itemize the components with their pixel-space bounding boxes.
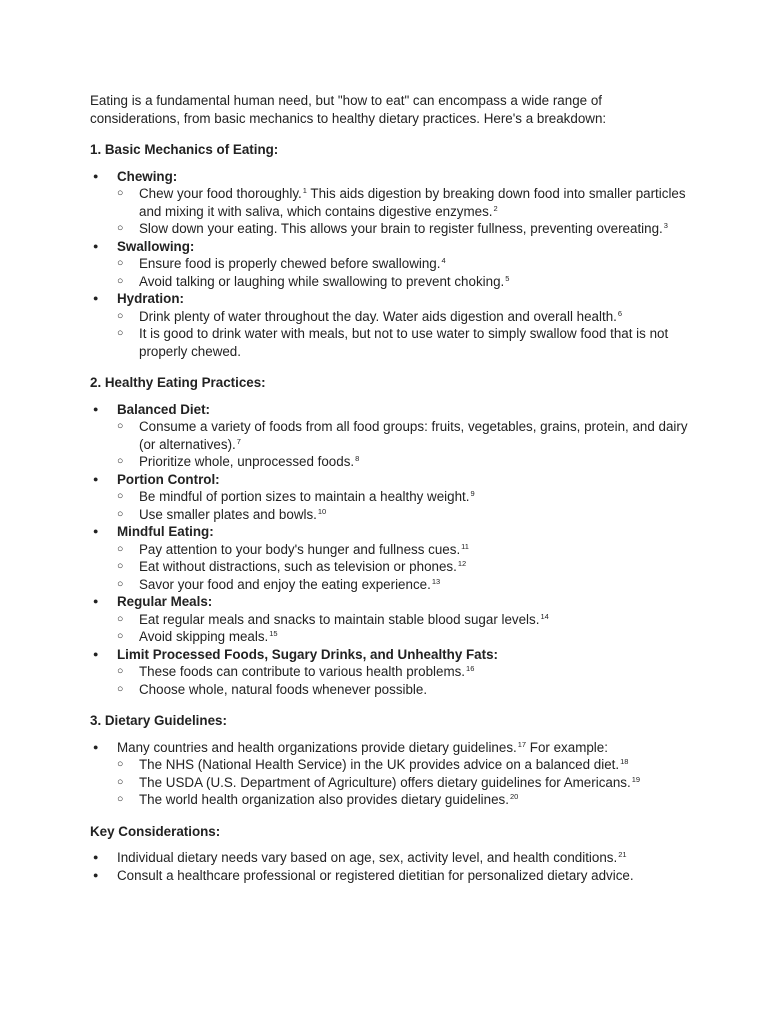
item-text: Eat regular meals and snacks to maintain stable blood sugar levels. (139, 611, 540, 627)
sub-bullet-item (117, 756, 690, 774)
bullet-item-title: Balanced Diet: (117, 401, 211, 417)
sub-bullet-item (117, 774, 690, 792)
section-heading: 2. Healthy Eating Practices: (90, 375, 266, 390)
item-text: Pay attention to your body's hunger and fullness cues. (139, 541, 461, 557)
intro-paragraph: Eating is a fundamental human need, but "how to eat" can encompass a wide range of considerations, from basic mechanics to healthy dietary practices. Here's a breakdown: (90, 93, 607, 126)
sub-bullet-item (117, 541, 690, 559)
sub-bullet-list (117, 611, 690, 646)
footnote-ref: 6 (617, 308, 623, 318)
bullet-item (90, 867, 690, 885)
footnote-ref: 19 (631, 774, 641, 784)
footnote-ref: 15 (269, 629, 278, 638)
footnote-ref: 18 (620, 757, 629, 766)
sub-bullet-list (117, 541, 690, 594)
item-text: Drink plenty of water throughout the day. Water aids digestion and overall health. (139, 308, 617, 324)
bullet-item-title: Limit Processed Foods, Sugary Drinks, and Unhealthy Fats: (117, 646, 498, 662)
sub-bullet-item (117, 506, 690, 524)
bullet-item-title: Hydration: (117, 291, 184, 306)
footnote-ref: 12 (457, 559, 467, 568)
footnote-ref: 3 (663, 221, 668, 230)
footnote-ref: 7 (236, 436, 241, 446)
item-text: Chew your food thoroughly. (139, 186, 302, 201)
bullet-item (90, 523, 690, 593)
sub-bullet-list (117, 185, 690, 238)
sub-bullet-item (117, 325, 690, 360)
sub-bullet-list (117, 488, 690, 523)
bullet-item (90, 593, 690, 646)
bullet-item (90, 401, 690, 471)
bullet-item-title: Chewing: (117, 168, 178, 184)
footnote-ref: 11 (461, 541, 469, 551)
item-text: This aids digestion by breaking down food into smaller particles and mixing it with saliva, which contains digestive enzymes. (139, 186, 686, 219)
item-text: Avoid skipping meals. (139, 629, 269, 644)
bullet-list (90, 849, 690, 884)
sub-bullet-item (117, 308, 690, 326)
document-page (90, 92, 690, 898)
document-sections (90, 141, 690, 884)
bullet-item-title: Regular Meals: (117, 594, 213, 609)
sub-bullet-list (117, 756, 690, 809)
sub-bullet-item (117, 185, 690, 220)
bullet-item (90, 168, 690, 238)
item-text: The NHS (National Health Service) in the UK provides advice on a balanced diet. (139, 757, 620, 772)
footnote-ref: 21 (618, 850, 627, 859)
item-text: Many countries and health organizations provide dietary guidelines. (117, 739, 517, 755)
sub-bullet-item (117, 220, 690, 238)
item-text: It is good to drink water with meals, but not to use water to simply swallow food that is not properly chewed. (139, 326, 669, 359)
item-text: Eat without distractions, such as television or phones. (139, 559, 457, 574)
sub-bullet-item (117, 488, 690, 506)
sub-bullet-item (117, 273, 690, 291)
footnote-ref: 14 (540, 611, 549, 621)
sub-bullet-item (117, 576, 690, 594)
footnote-ref: 20 (509, 792, 519, 801)
sub-bullet-item (117, 558, 690, 576)
item-text: For example: (526, 739, 608, 755)
bullet-item (90, 849, 690, 867)
sub-bullet-item (117, 681, 690, 699)
footnote-ref: 9 (470, 489, 475, 498)
sub-bullet-item (117, 663, 690, 681)
sub-bullet-item (117, 791, 690, 809)
sub-bullet-list (117, 663, 690, 698)
bullet-item (90, 238, 690, 291)
footnote-ref: 10 (317, 506, 327, 516)
section-heading: 3. Dietary Guidelines: (90, 713, 227, 728)
bullet-list (90, 401, 690, 699)
footnote-ref: 1 (302, 186, 307, 195)
footnote-ref: 17 (517, 739, 527, 749)
sub-bullet-item (117, 611, 690, 629)
bullet-list (90, 739, 690, 809)
item-text: Choose whole, natural foods whenever possible. (139, 681, 428, 697)
bullet-item (90, 739, 690, 809)
bullet-item-title: Swallowing: (117, 238, 195, 254)
item-text: Avoid talking or laughing while swallowing to prevent choking. (139, 273, 505, 289)
item-text: These foods can contribute to various health problems. (139, 664, 466, 679)
item-text: Individual dietary needs vary based on age, sex, activity level, and health conditions. (117, 850, 618, 865)
item-text: Savor your food and enjoy the eating experience. (139, 576, 431, 592)
sub-bullet-list (117, 308, 690, 361)
bullet-item (90, 646, 690, 699)
footnote-ref: 2 (493, 203, 498, 213)
sub-bullet-list (117, 418, 690, 471)
bullet-item-title: Portion Control: (117, 471, 220, 487)
bullet-item (90, 290, 690, 360)
footnote-ref: 8 (355, 454, 360, 463)
sub-bullet-item (117, 453, 690, 471)
footnote-ref: 4 (441, 256, 446, 265)
bullet-item-title: Mindful Eating: (117, 524, 214, 539)
item-text: Consult a healthcare professional or registered dietitian for personalized dietary advice. (117, 867, 634, 883)
sub-bullet-list (117, 255, 690, 290)
section-heading: 1. Basic Mechanics of Eating: (90, 142, 279, 157)
item-text: The USDA (U.S. Department of Agriculture) offers dietary guidelines for Americans. (139, 774, 631, 790)
section-heading: Key Considerations: (90, 823, 221, 839)
sub-bullet-item (117, 255, 690, 273)
sub-bullet-item (117, 628, 690, 646)
item-text: Ensure food is properly chewed before swallowing. (139, 256, 441, 271)
bullet-item (90, 471, 690, 524)
bullet-list (90, 168, 690, 361)
item-text: The world health organization also provides dietary guidelines. (139, 792, 509, 807)
item-text: Be mindful of portion sizes to maintain a healthy weight. (139, 489, 470, 504)
footnote-ref: 13 (431, 576, 441, 586)
footnote-ref: 5 (505, 273, 510, 283)
item-text: Use smaller plates and bowls. (139, 506, 317, 522)
item-text: Prioritize whole, unprocessed foods. (139, 454, 355, 469)
sub-bullet-item (117, 418, 690, 453)
item-text: Slow down your eating. This allows your brain to register fullness, preventing overeating. (139, 221, 663, 236)
item-text: Consume a variety of foods from all food groups: fruits, vegetables, grains, protein, and dairy (or alternatives). (139, 419, 688, 452)
footnote-ref: 16 (466, 664, 475, 673)
